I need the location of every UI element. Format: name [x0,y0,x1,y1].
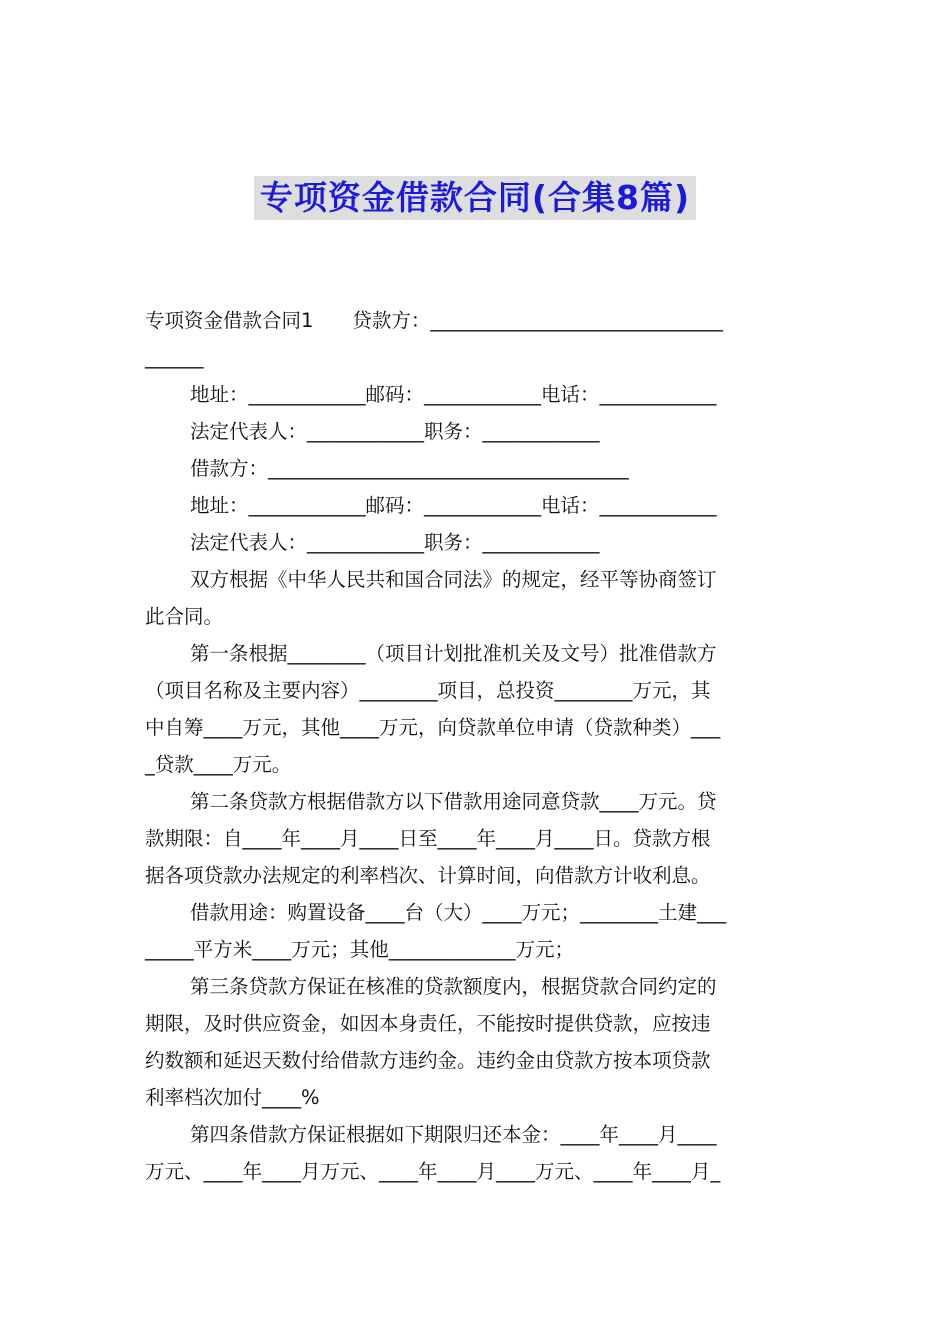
body-line: 款期限：自____年____月____日至____年____月____日。贷款方根 [145,827,711,850]
document-title: 专项资金借款合同(合集8篇) [254,176,696,220]
body-line: 法定代表人：____________职务：____________ [190,420,600,443]
document-body [145,302,809,1190]
body-line: 中自筹____万元，其他____万元，向贷款单位申请（贷款种类）___ [145,716,721,739]
body-line: （项目名称及主要内容）________项目，总投资________万元，其 [145,679,711,702]
body-line: 第一条根据________（项目计划批准机关及文号）批准借款方 [190,642,717,665]
body-line: 约数额和延迟天数付给借款方违约金。违约金由贷款方按本项贷款 [145,1049,711,1072]
body-line: 双方根据《中华人民共和国合同法》的规定，经平等协商签订 [190,568,717,591]
body-line: 利率档次加付____% [145,1086,320,1109]
body-line: 法定代表人：____________职务：____________ [190,531,600,554]
body-line: ______ [145,346,204,369]
body-line: 据各项贷款办法规定的利率档次、计算时间，向借款方计收利息。 [145,864,711,887]
body-line: 地址：____________邮码：____________电话：____________ [190,383,717,406]
body-line: 借款用途：购置设备____台（大）____万元；________土建___ [190,901,727,924]
body-line: 此合同。 [145,605,224,628]
body-line: _____平方米____万元；其他_____________万元； [145,938,575,961]
title-container [0,176,950,220]
body-line: _贷款____万元。 [145,753,292,776]
body-line: 第四条借款方保证根据如下期限归还本金：____年____月____ [190,1123,717,1146]
body-line: 地址：____________邮码：____________电话：____________ [190,494,717,517]
body-line: 第三条贷款方保证在核准的贷款额度内，根据贷款合同约定的 [190,975,717,998]
body-line: 第二条贷款方根据借款方以下借款用途同意贷款____万元。贷 [190,790,717,813]
body-line: 专项资金借款合同1 贷款方：______________________________ [145,309,723,332]
body-line: 万元、____年____月万元、____年____月____万元、____年____月_ [145,1160,721,1183]
body-line: 借款方：_____________________________________ [190,457,629,480]
body-line: 期限，及时供应资金，如因本身责任，不能按时提供贷款，应按违 [145,1012,711,1035]
